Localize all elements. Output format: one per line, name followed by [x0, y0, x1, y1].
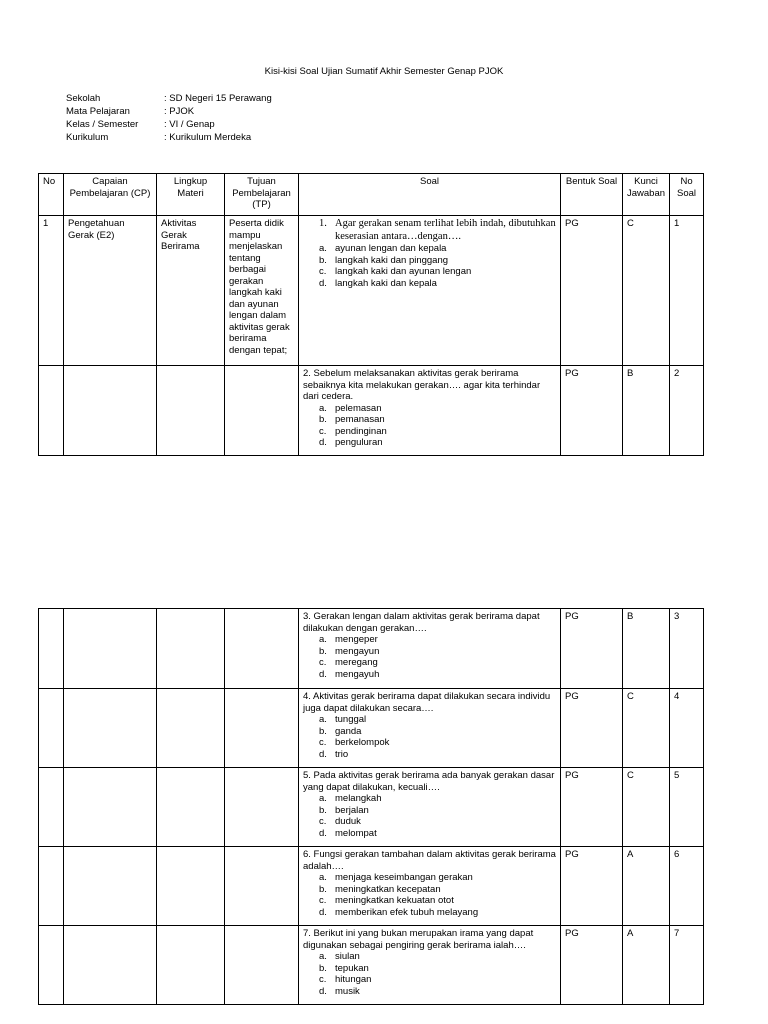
option-d	[319, 669, 556, 681]
option-letter: d.	[319, 985, 327, 997]
meta-value: : SD Negeri 15 Perawang	[164, 93, 272, 104]
table-row	[39, 926, 704, 1005]
cell-bentuk: PG	[561, 689, 623, 768]
option-letter: c.	[319, 816, 327, 827]
table-row	[39, 216, 704, 366]
cell-bentuk: PG	[561, 926, 623, 1005]
option-text: trio	[335, 748, 349, 760]
cell-cp	[64, 609, 157, 689]
cell-materi: Aktivitas Gerak Berirama	[157, 216, 225, 366]
option-letter: b.	[319, 804, 327, 816]
kisi-kisi-table	[38, 173, 704, 456]
option-list	[303, 872, 556, 918]
meta-label: Kelas / Semester	[66, 119, 139, 130]
cell-kunci: C	[623, 768, 670, 847]
cell-materi	[157, 768, 225, 847]
option-text: ayunan lengan dan kepala	[335, 243, 447, 254]
cell-tp	[225, 609, 299, 689]
option-a	[319, 872, 556, 884]
cell-no	[39, 926, 64, 1005]
cell-nosoal: 1	[670, 216, 704, 366]
option-b	[319, 884, 556, 896]
meta-row-mata-pelajaran	[66, 105, 272, 118]
option-letter: a.	[319, 793, 327, 804]
option-letter: c.	[319, 425, 327, 437]
option-d	[319, 278, 556, 290]
option-letter: d.	[319, 906, 327, 918]
option-letter: b.	[319, 962, 327, 974]
option-a	[319, 634, 556, 646]
question-text: 6. Fungsi gerakan tambahan dalam aktivitas gerak berirama adalah….	[303, 849, 556, 872]
question-number: 1.	[319, 218, 327, 229]
cell-kunci: A	[623, 847, 670, 926]
header-no: No	[39, 174, 64, 216]
option-text: langkah kaki dan ayunan lengan	[335, 266, 472, 277]
option-letter: a.	[319, 951, 327, 962]
cell-soal	[299, 926, 561, 1005]
table-header-row	[39, 174, 704, 216]
option-d	[319, 749, 556, 761]
option-c	[319, 266, 556, 278]
option-letter: b.	[319, 414, 327, 425]
option-text: musik	[335, 985, 360, 997]
question-text: 3. Gerakan lengan dalam aktivitas gerak berirama dapat dilakukan dengan gerakan….	[303, 611, 540, 634]
header-cp: Capaian Pembelajaran (CP)	[64, 174, 157, 216]
option-text: mengayun	[335, 645, 380, 657]
cell-no	[39, 847, 64, 926]
option-b	[319, 963, 556, 975]
option-text: pemanasan	[335, 414, 385, 425]
cell-soal	[299, 768, 561, 847]
option-letter: b.	[319, 645, 327, 657]
option-letter: b.	[319, 254, 327, 266]
option-letter: c.	[319, 266, 327, 277]
table-row	[39, 768, 704, 847]
question-1	[303, 218, 556, 243]
option-c	[319, 974, 556, 986]
cell-nosoal: 3	[670, 609, 704, 689]
option-c	[319, 737, 556, 749]
option-list	[303, 714, 556, 760]
meta-value: : PJOK	[164, 106, 195, 117]
option-text: langkah kaki dan pinggang	[335, 254, 449, 266]
cell-cp: Pengetahuan Gerak (E2)	[64, 216, 157, 366]
option-letter: d.	[319, 748, 327, 760]
cell-bentuk: PG	[561, 216, 623, 366]
cell-no: 1	[39, 216, 64, 366]
header-nosoal: No Soal	[670, 174, 704, 216]
option-text: mengeper	[335, 634, 378, 645]
cell-kunci: C	[623, 689, 670, 768]
option-text: tunggal	[335, 714, 367, 725]
cell-nosoal: 7	[670, 926, 704, 1005]
option-text: pelemasan	[335, 402, 382, 414]
option-text: melompat	[335, 827, 377, 839]
option-b	[319, 646, 556, 658]
cell-no	[39, 366, 64, 456]
cell-no	[39, 609, 64, 689]
option-text: memberikan efek tubuh melayang	[335, 906, 479, 918]
cell-materi	[157, 926, 225, 1005]
option-letter: a.	[319, 402, 327, 414]
cell-no	[39, 768, 64, 847]
cell-tp	[225, 926, 299, 1005]
option-a	[319, 714, 556, 726]
option-letter: c.	[319, 657, 327, 668]
option-d	[319, 828, 556, 840]
document-meta	[66, 92, 272, 144]
cell-soal	[299, 366, 561, 456]
option-text: tepukan	[335, 962, 369, 974]
option-b	[319, 805, 556, 817]
option-letter: c.	[319, 895, 327, 906]
table-row	[39, 609, 704, 689]
cell-materi	[157, 366, 225, 456]
option-letter: a.	[319, 714, 327, 725]
option-letter: d.	[319, 827, 327, 839]
cell-kunci: C	[623, 216, 670, 366]
option-b	[319, 255, 556, 267]
header-kunci: Kunci Jawaban	[623, 174, 670, 216]
option-text: meregang	[335, 657, 378, 668]
cell-cp	[64, 847, 157, 926]
header-bentuk: Bentuk Soal	[561, 174, 623, 216]
option-list	[303, 793, 556, 839]
cell-soal	[299, 609, 561, 689]
option-text: penguluran	[335, 437, 383, 448]
meta-row-sekolah	[66, 92, 272, 105]
cell-cp	[64, 689, 157, 768]
cell-soal	[299, 216, 561, 366]
cell-bentuk: PG	[561, 847, 623, 926]
cell-kunci: A	[623, 926, 670, 1005]
meta-label: Kurikulum	[66, 132, 109, 143]
option-letter: d.	[319, 277, 327, 289]
cell-cp	[64, 366, 157, 456]
cell-nosoal: 4	[670, 689, 704, 768]
header-soal: Soal	[299, 174, 561, 216]
option-list	[303, 634, 556, 680]
table-row	[39, 366, 704, 456]
option-text: berkelompok	[335, 737, 390, 748]
option-text: mengayuh	[335, 668, 380, 680]
cell-bentuk: PG	[561, 609, 623, 689]
cell-cp	[64, 768, 157, 847]
meta-value: : VI / Genap	[164, 119, 215, 130]
table-row	[39, 847, 704, 926]
option-a	[319, 793, 556, 805]
cell-materi	[157, 609, 225, 689]
option-d	[319, 986, 556, 998]
option-c	[319, 426, 556, 438]
option-letter: a.	[319, 872, 327, 883]
option-c	[319, 816, 556, 828]
cell-kunci: B	[623, 366, 670, 456]
option-text: pendinginan	[335, 425, 387, 437]
option-letter: d.	[319, 437, 327, 448]
cell-bentuk: PG	[561, 366, 623, 456]
question-text: 7. Berikut ini yang bukan merupakan irama yang dapat digunakan sebagai pengiring gerak berirama ialah….	[303, 928, 534, 951]
option-letter: c.	[319, 737, 327, 748]
cell-materi	[157, 689, 225, 768]
option-a	[319, 403, 556, 415]
table-row	[39, 689, 704, 768]
cell-tp	[225, 366, 299, 456]
header-tp: Tujuan Pembelajaran (TP)	[225, 174, 299, 216]
option-c	[319, 657, 556, 669]
question-text: 4. Aktivitas gerak berirama dapat dilakukan secara individu juga dapat dilakukan secara….	[303, 691, 551, 714]
cell-kunci: B	[623, 609, 670, 689]
option-list	[303, 403, 556, 449]
meta-value: : Kurikulum Merdeka	[164, 132, 252, 143]
option-c	[319, 895, 556, 907]
header-materi: Lingkup Materi	[157, 174, 225, 216]
cell-bentuk: PG	[561, 768, 623, 847]
option-letter: b.	[319, 883, 327, 895]
question-text: 5. Pada aktivitas gerak berirama ada banyak gerakan dasar yang dapat dilakukan, kecuali….	[303, 770, 555, 793]
option-d	[319, 437, 556, 449]
cell-nosoal: 5	[670, 768, 704, 847]
option-text: hitungan	[335, 974, 372, 985]
cell-cp	[64, 926, 157, 1005]
option-d	[319, 907, 556, 919]
cell-nosoal: 6	[670, 847, 704, 926]
meta-label: Sekolah	[66, 93, 101, 104]
cell-tp	[225, 847, 299, 926]
cell-tp	[225, 768, 299, 847]
option-text: ganda	[335, 725, 362, 737]
option-text: meningkatkan kekuatan otot	[335, 895, 454, 906]
option-list	[303, 243, 556, 289]
cell-tp: Peserta didik mampu menjelaskan tentang berbagai gerakan langkah kaki dan ayunan lengan dalam aktivitas gerak berirama dengan tepat;	[225, 216, 299, 366]
option-text: menjaga keseimbangan gerakan	[335, 872, 473, 883]
meta-row-kelas-semester	[66, 118, 272, 131]
cell-nosoal: 2	[670, 366, 704, 456]
option-letter: a.	[319, 634, 327, 645]
option-text: meningkatkan kecepatan	[335, 883, 441, 895]
option-text: duduk	[335, 816, 361, 827]
option-text: siulan	[335, 951, 360, 962]
option-letter: b.	[319, 725, 327, 737]
cell-no	[39, 689, 64, 768]
option-a	[319, 951, 556, 963]
option-b	[319, 726, 556, 738]
cell-materi	[157, 847, 225, 926]
option-letter: c.	[319, 974, 327, 985]
document-title: Kisi-kisi Soal Ujian Sumatif Akhir Semester Genap PJOK	[264, 66, 504, 77]
option-a	[319, 243, 556, 255]
meta-row-kurikulum	[66, 131, 272, 144]
cell-tp	[225, 689, 299, 768]
option-list	[303, 951, 556, 997]
cell-soal	[299, 847, 561, 926]
kisi-kisi-table-continued	[38, 608, 704, 1005]
meta-label: Mata Pelajaran	[66, 106, 130, 117]
option-letter: d.	[319, 668, 327, 680]
option-text: langkah kaki dan kepala	[335, 277, 437, 289]
question-text: 2. Sebelum melaksanakan aktivitas gerak berirama sebaiknya kita melakukan gerakan…. agar kita terhindar dari cedera.	[303, 368, 541, 402]
cell-soal	[299, 689, 561, 768]
option-text: melangkah	[335, 793, 382, 804]
option-letter: a.	[319, 243, 327, 254]
question-text: Agar gerakan senam terlihat lebih indah, dibutuhkan keserasian antara…dengan….	[335, 218, 556, 242]
option-b	[319, 414, 556, 426]
option-text: berjalan	[335, 804, 369, 816]
